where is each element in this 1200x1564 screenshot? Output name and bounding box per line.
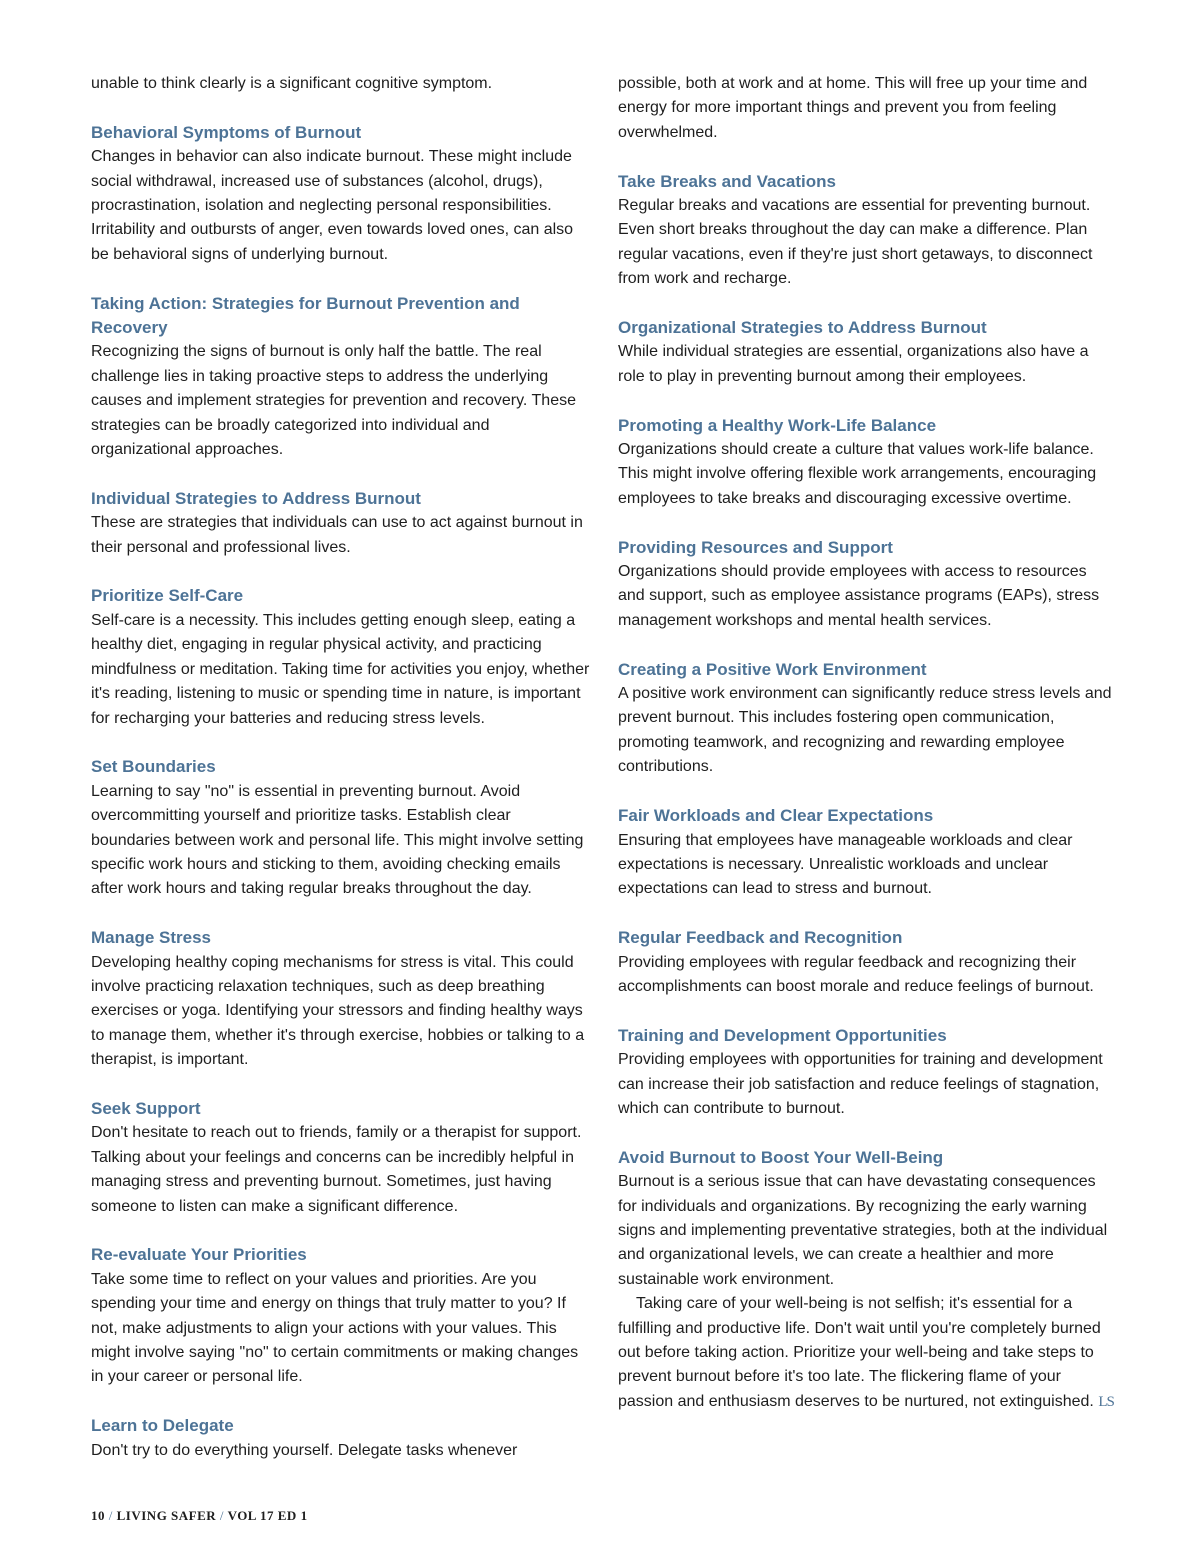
article-section [91,487,591,560]
article-section [91,292,591,463]
right-sections [618,170,1114,1122]
issue-label: VOL 17 ED 1 [227,1508,308,1523]
article-section [91,1097,591,1219]
section-heading: Providing Resources and Support [618,537,893,557]
section-heading: Re-evaluate Your Priorities [91,1245,307,1265]
article-section [618,536,1114,634]
section-body: Regular breaks and vacations are essential for preventing burnout. Even short breaks throughout the day can make a difference. Plan regular vacations, even if they're just short getaways, to disconnect from work and recharge. [618,197,1093,288]
section-body: Organizations should create a culture that values work-life balance. This might involve offering flexible work arrangements, encouraging employees to take breaks and discouraging excessive overtime. [618,441,1097,507]
article-section [91,121,591,267]
page-footer [91,1508,308,1524]
section-body: Developing healthy coping mechanisms for stress is vital. This could involve practicing relaxation techniques, such as deep breathing exercises or yoga. Identifying your stressors and finding healthy ways to manage them, whether it's through exercise, hobbies or talking to a therapist, is important. [91,953,585,1069]
section-heading: Fair Workloads and Clear Expectations [618,806,934,826]
section-body: A positive work environment can significantly reduce stress levels and prevent burnout. This includes fostering open communication, promoting teamwork, and recognizing and rewarding employee contributions. [618,685,1112,776]
section-body: These are strategies that individuals can use to act against burnout in their personal and professional lives. [91,514,583,556]
section-body: Don't hesitate to reach out to friends, family or a therapist for support. Talking about your feelings and concerns can be incredibly helpful in managing stress and preventing burnout. Sometimes, just having someone to listen can make a significant difference. [91,1124,582,1215]
article-section [618,316,1114,389]
section-heading: Training and Development Opportunities [618,1025,947,1045]
section-heading: Manage Stress [91,928,211,948]
section-heading: Creating a Positive Work Environment [618,659,927,679]
section-heading: Organizational Strategies to Address Burnout [618,318,987,338]
section-heading: Promoting a Healthy Work-Life Balance [618,415,937,435]
conclusion-paragraph-1: Burnout is a serious issue that can have devastating consequences for individuals and organizations. By recognizing the early warning signs and implementing preventative strategies, both at the individual and organizational levels, we can create a healthier and more sustainable work environment. [618,1173,1108,1288]
section-heading: Seek Support [91,1098,201,1118]
section-heading: Prioritize Self-Care [91,586,244,606]
section-heading: Set Boundaries [91,757,216,777]
article-section [91,1243,591,1389]
article-section [91,926,591,1072]
left-sections [91,121,591,1463]
section-body: Providing employees with regular feedback and recognizing their accomplishments can boost morale and reduce feelings of burnout. [618,953,1094,995]
article-section [618,658,1114,780]
section-body: Don't try to do everything yourself. Delegate tasks whenever [91,1441,518,1459]
section-body: While individual strategies are essential, organizations also have a role to play in preventing burnout among their employees. [618,343,1089,385]
section-heading: Learn to Delegate [91,1416,234,1436]
left-column [91,72,591,1463]
footer-separator: / [108,1508,113,1523]
conclusion-paragraph-2 [618,1292,1114,1414]
section-body: Take some time to reflect on your values and priorities. Are you spending your time and energy on things that truly matter to you? If not, make adjustments to align your actions with your values. This might involve saying "no" to certain commitments or making changes in your career or personal life. [91,1270,579,1386]
right-column [618,72,1114,1414]
publication-name: LIVING SAFER [116,1508,217,1523]
section-body: Recognizing the signs of burnout is only half the battle. The real challenge lies in taking proactive steps to address the underlying causes and implement strategies for prevention and recovery. These strategies can be broadly categorized into individual and organizational approaches. [91,343,576,459]
section-body: Learning to say "no" is essential in preventing burnout. Avoid overcommitting yourself and prioritize tasks. Establish clear boundaries between work and personal life. This might involve setting specific work hours and sticking to them, avoiding checking emails after work hours and taking regular breaks throughout the day. [91,782,584,898]
end-mark-logo: LS [1098,1393,1114,1410]
left-intro: unable to think clearly is a significant cognitive symptom. [91,75,493,92]
article-section [618,926,1114,999]
conclusion-section [618,1146,1114,1414]
footer-separator-2: / [219,1508,225,1523]
conclusion-heading: Avoid Burnout to Boost Your Well-Being [618,1147,944,1167]
section-heading: Regular Feedback and Recognition [618,928,903,948]
article-section [618,1024,1114,1122]
article-section [91,755,591,901]
article-section [91,584,591,730]
section-body: Changes in behavior can also indicate burnout. These might include social withdrawal, increased use of substances (alcohol, drugs), procrastination, isolation and neglecting personal responsibilities. Irritability and outbursts of anger, even towards loved ones, can also be behavioral signs of underlying burnout. [91,148,574,263]
section-body: Self-care is a necessity. This includes getting enough sleep, eating a healthy diet, engaging in regular physical activity, and practicing mindfulness or meditation. Taking time for activities you enjoy, whether it's reading, listening to music or spending time in nature, is important for recharging your batteries and reducing stress levels. [91,611,590,727]
right-intro: possible, both at work and at home. This will free up your time and energy for more important things and prevent you from feeling overwhelmed. [618,75,1088,141]
page-number: 10 [91,1508,105,1523]
section-body: Ensuring that employees have manageable workloads and clear expectations is necessary. Unrealistic workloads and unclear expectations can lead to stress and burnout. [618,831,1073,898]
section-body: Organizations should provide employees with access to resources and support, such as employee assistance programs (EAPs), stress management workshops and mental health services. [618,563,1100,629]
section-body: Providing employees with opportunities for training and development can increase their job satisfaction and reduce feelings of stagnation, which can contribute to burnout. [618,1051,1103,1117]
section-heading: Taking Action: Strategies for Burnout Prevention and Recovery [91,293,520,338]
article-section [618,804,1114,902]
conclusion-paragraph-2-text: Taking care of your well-being is not selfish; it's essential for a fulfilling and productive life. Don't wait until you're completely burned out before taking action. Prioritize your well-being and take steps to prevent burnout before it's too late. The flickering flame of your passion and enthusiasm deserves to be nurtured, not extinguished. [618,1295,1101,1410]
section-heading: Take Breaks and Vacations [618,171,836,191]
article-section [618,170,1114,292]
article-section [91,1414,591,1463]
section-heading: Individual Strategies to Address Burnout [91,488,421,508]
section-heading: Behavioral Symptoms of Burnout [91,122,362,142]
article-section [618,414,1114,512]
